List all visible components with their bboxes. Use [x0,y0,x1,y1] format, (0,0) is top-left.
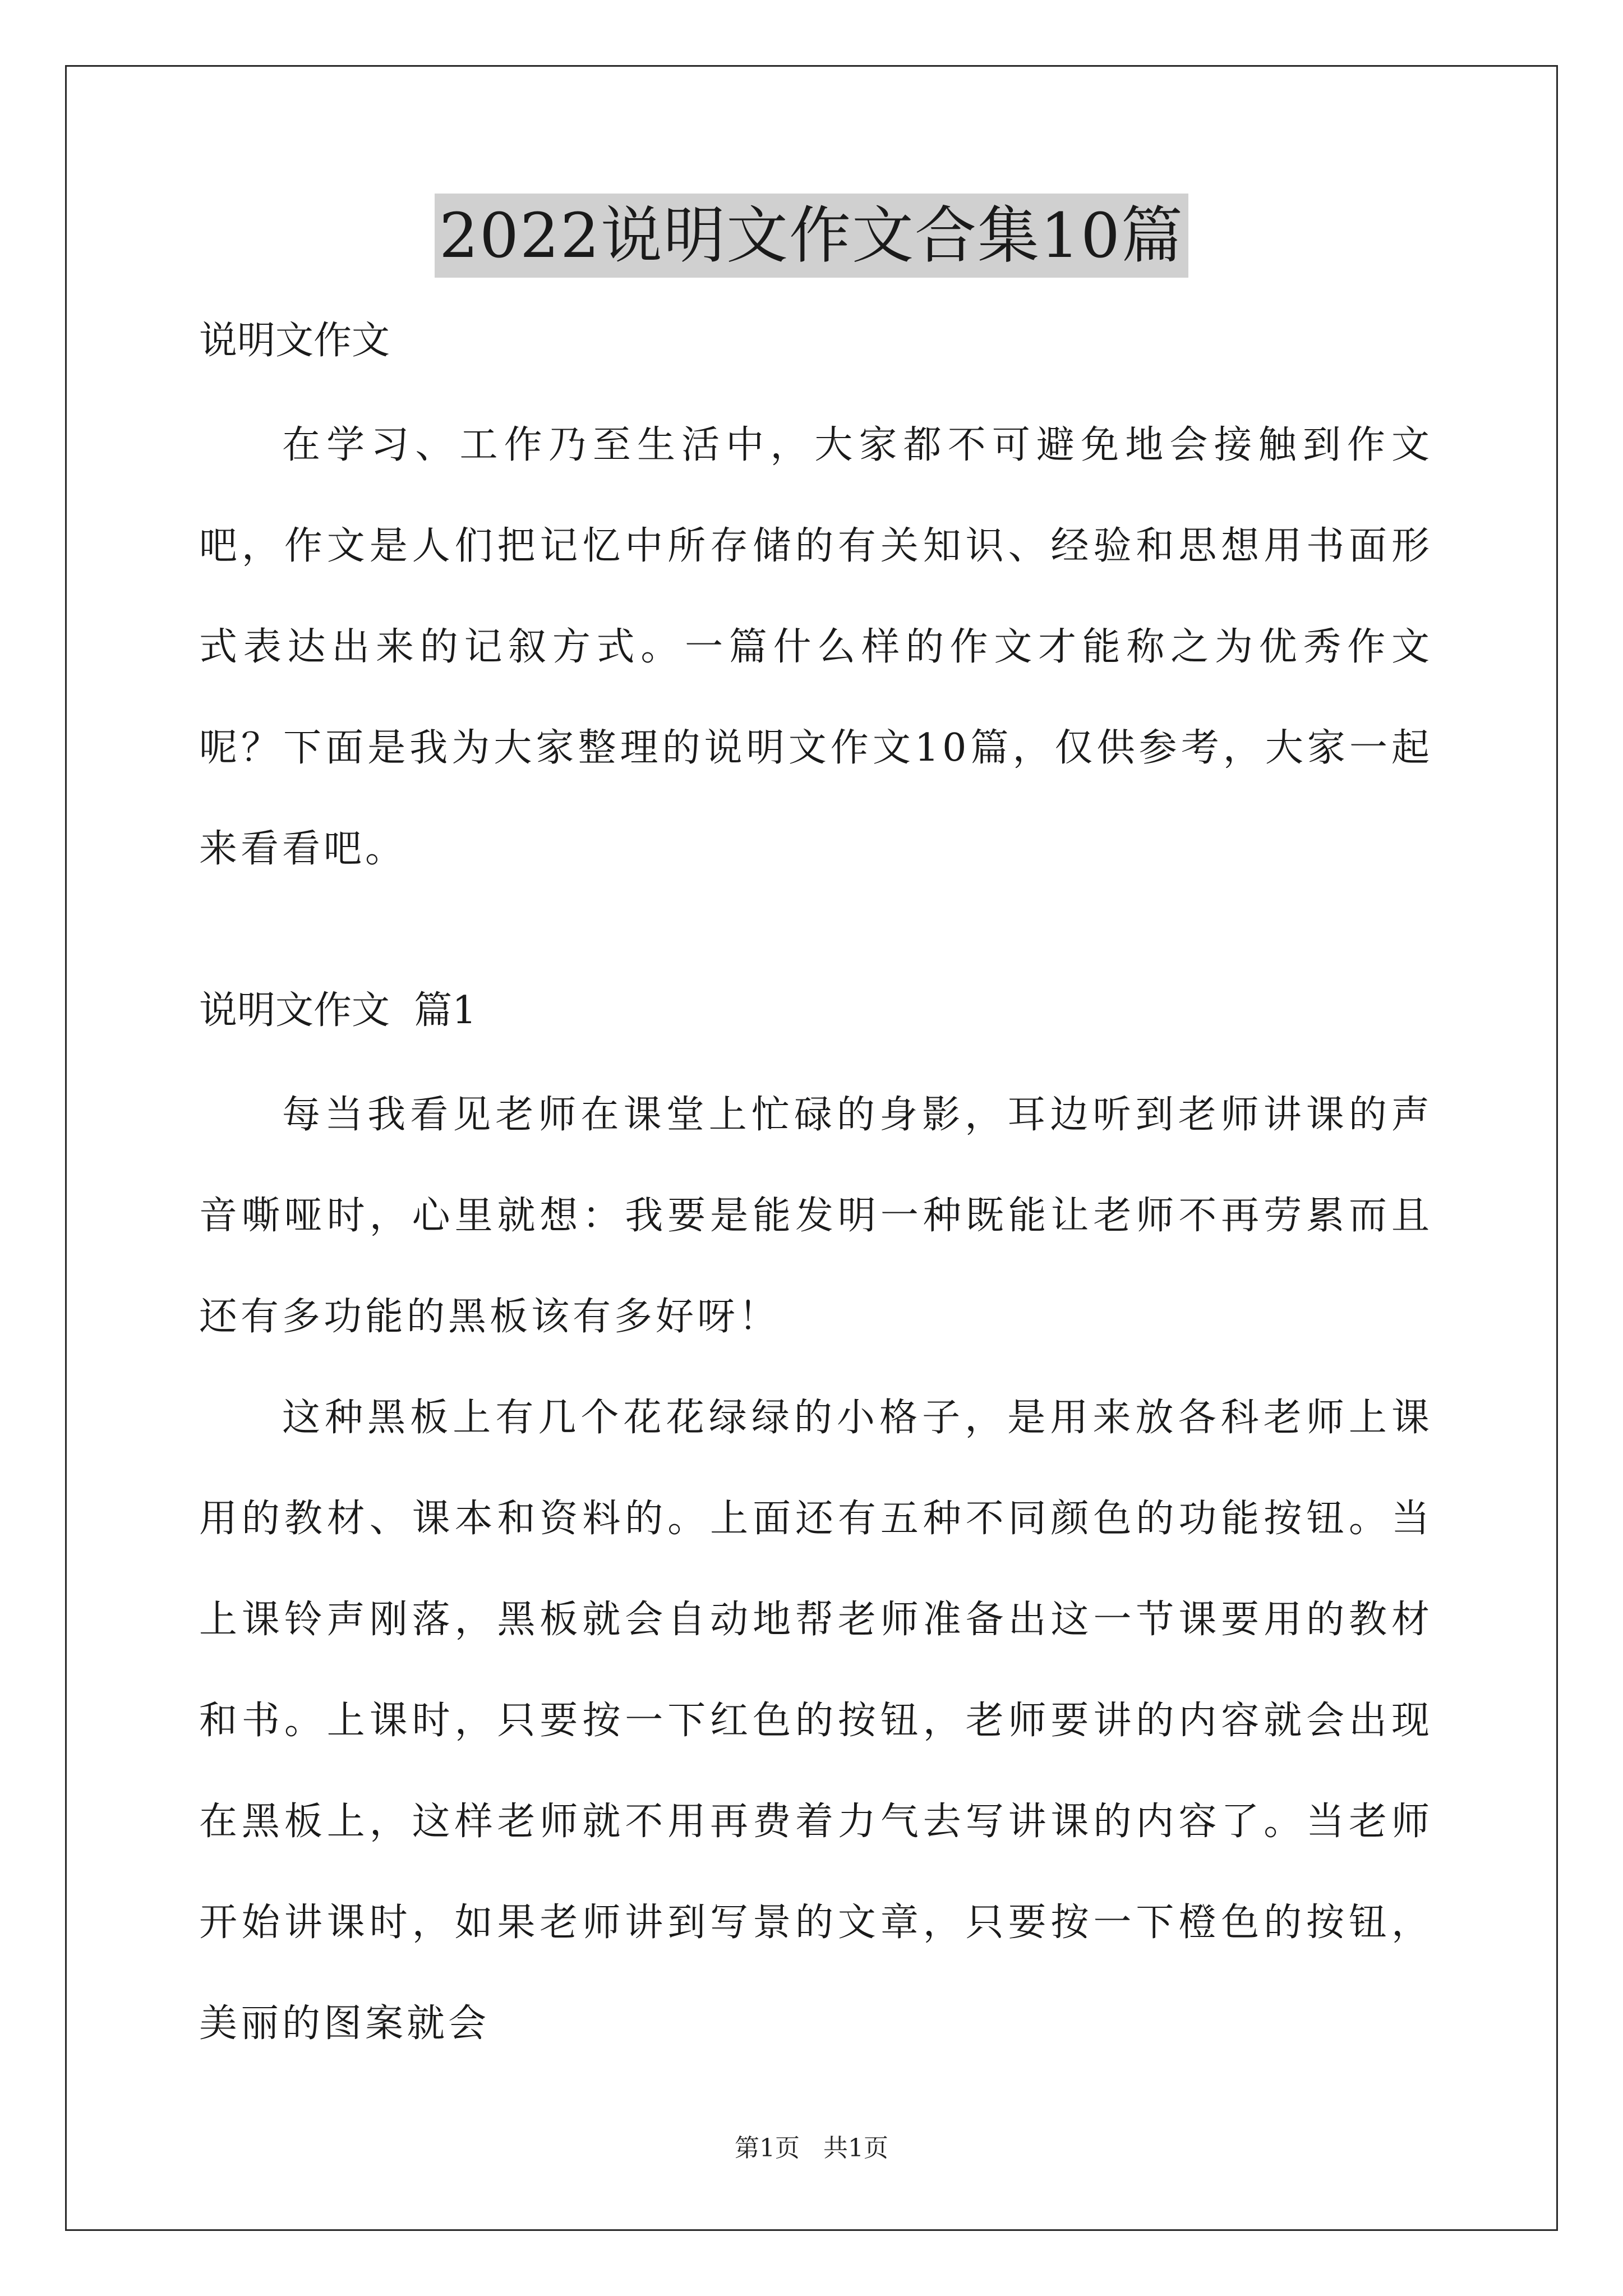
document-title: 2022说明文作文合集10篇 [435,194,1188,278]
section-1-heading: 说明文作文 篇1 [199,988,477,1033]
title-container [0,194,1623,278]
document-body [199,314,1433,2074]
intro-heading: 说明文作文 [199,319,390,363]
page-number-footer: 第1页 共1页 [735,2134,888,2162]
section-1-paragraph-1: 每当我看见老师在课堂上忙碌的身影，耳边听到老师讲课的声音嘶哑时，心里就想：我要是能发明一种既能让老师不再劳累而且还有多功能的黑板该有多好呀！ [199,1093,1433,1339]
intro-paragraph: 在学习、工作乃至生活中，大家都不可避免地会接触到作文吧，作文是人们把记忆中所存储的有关知识、经验和思想用书面形式表达出来的记叙方式。一篇什么样的作文才能称之为优秀作文呢？下面是我为大家整理的说明文作文10篇，仅供参考，大家一起来看看吧。 [199,423,1433,871]
section-1-paragraph-2: 这种黑板上有几个花花绿绿的小格子，是用来放各科老师上课用的教材、课本和资料的。上面还有五种不同颜色的功能按钮。当上课铃声刚落，黑板就会自动地帮老师准备出这一节课要用的教材和书。上课时，只要按一下红色的按钮，老师要讲的内容就会出现在黑板上，这样老师就不用再费着力气去写讲课的内容了。当老师开始讲课时，如果老师讲到写景的文章，只要按一下橙色的按钮，美丽的图案就会 [199,1396,1433,2046]
